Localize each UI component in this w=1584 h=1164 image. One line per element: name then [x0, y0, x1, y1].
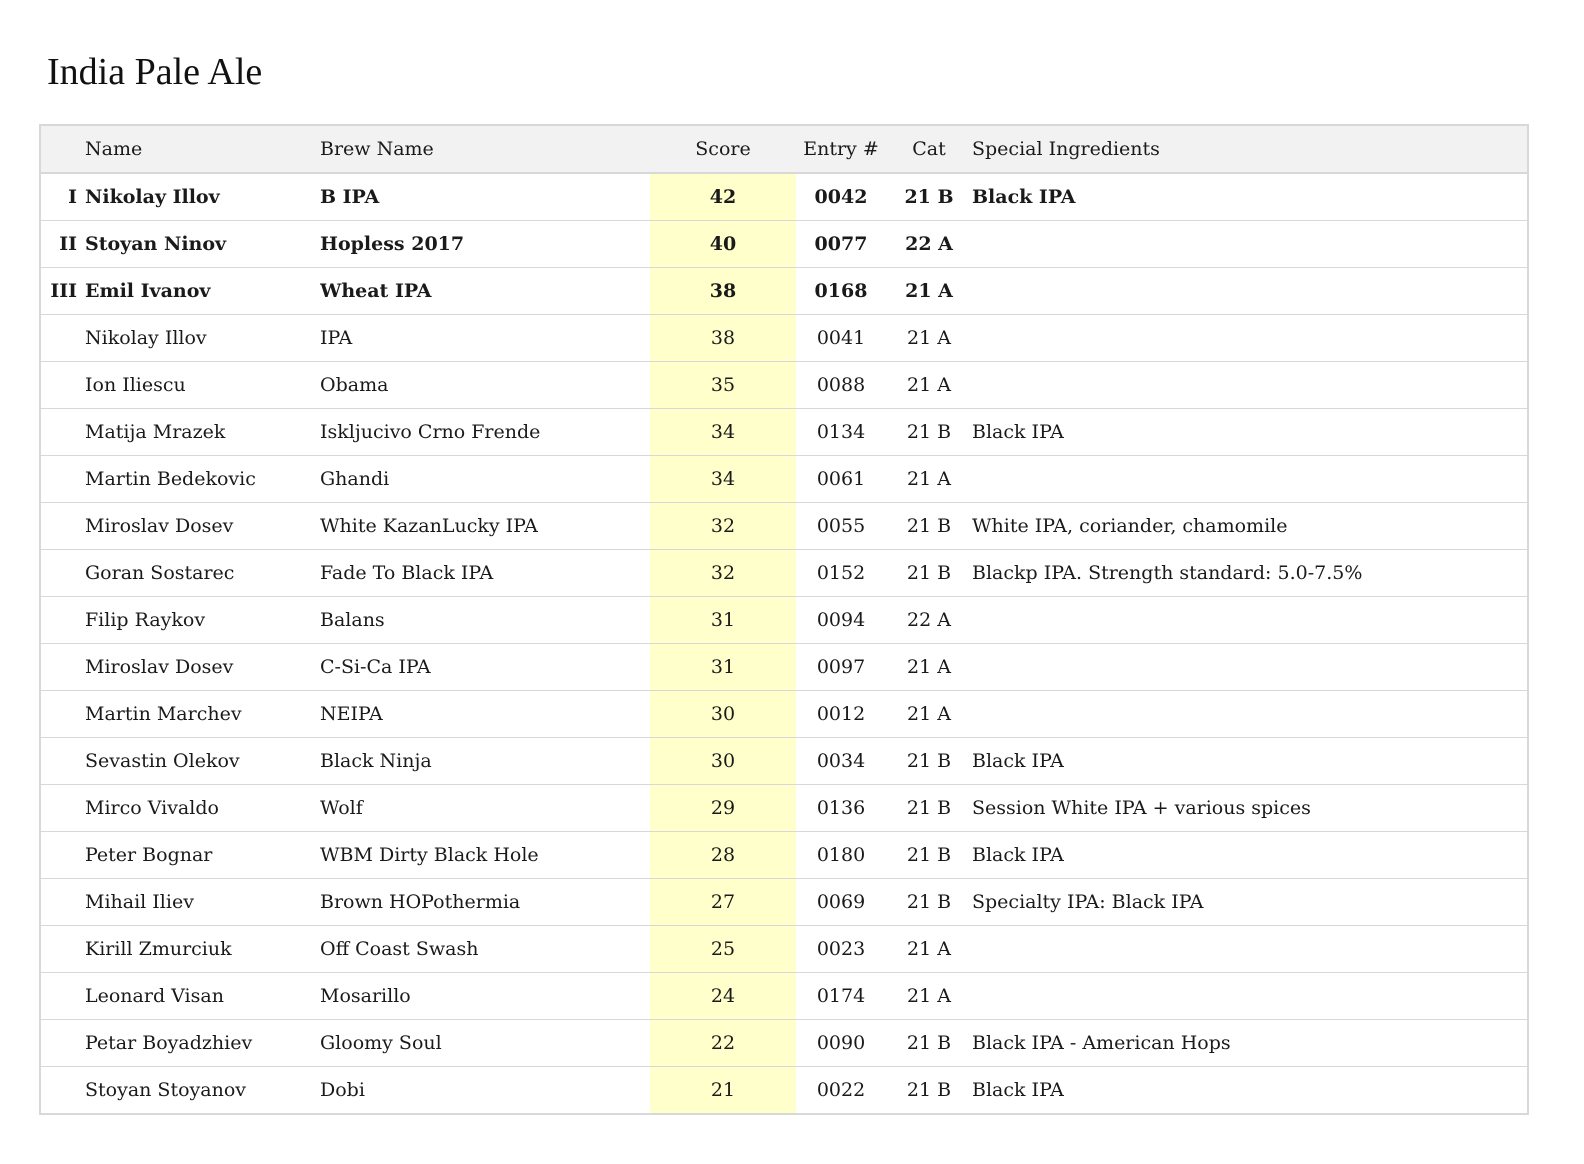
special-ingredients-cell — [972, 644, 1528, 691]
entry-number-cell: 0152 — [796, 550, 886, 597]
table-row — [40, 597, 1528, 644]
place-cell — [40, 1020, 85, 1067]
special-ingredients-cell: Black IPA — [972, 832, 1528, 879]
header-name: Name — [85, 125, 320, 173]
entry-number-cell: 0022 — [816, 1079, 866, 1101]
place-cell — [40, 362, 85, 409]
special-ingredients-cell — [972, 691, 1528, 738]
special-ingredients-cell — [972, 268, 1528, 315]
score-cell: 42 — [650, 173, 796, 221]
place-cell — [40, 644, 85, 691]
name-cell: Goran Sostarec — [85, 550, 320, 597]
name-cell: Martin Marchev — [85, 691, 320, 738]
score-cell: 34 — [650, 456, 796, 503]
entry-number-cell: 0094 — [796, 597, 886, 644]
category-cell: 21 B — [886, 832, 972, 879]
table-row — [40, 315, 1528, 362]
special-ingredients-cell: Session White IPA + various spices — [972, 785, 1528, 832]
place-cell — [40, 1067, 85, 1115]
score-cell: 32 — [650, 503, 796, 550]
place-cell — [40, 973, 85, 1020]
special-ingredients-cell: Black IPA - American Hops — [972, 1020, 1528, 1067]
table-row — [40, 738, 1528, 785]
entry-number-cell: 0042 — [796, 173, 886, 221]
entry-number-cell: 0088 — [796, 362, 886, 409]
category-cell: 21 A — [886, 362, 972, 409]
brew-name-cell: White KazanLucky IPA — [320, 503, 650, 550]
place-cell: I — [40, 173, 85, 221]
brew-name-cell: Obama — [320, 362, 650, 409]
place-cell — [40, 503, 85, 550]
entry-number-cell: 0077 — [796, 221, 886, 268]
category-cell: 21 B — [886, 879, 972, 926]
category-cell: 21 A — [886, 268, 972, 315]
special-ingredients-cell — [972, 362, 1528, 409]
special-ingredients-cell — [972, 926, 1528, 973]
table-row — [40, 644, 1528, 691]
table-row — [40, 362, 1528, 409]
table-row — [40, 550, 1528, 597]
score-cell: 28 — [650, 832, 796, 879]
category-cell: 21 A — [886, 315, 972, 362]
brew-name-cell: Brown HOPothermia — [320, 879, 650, 926]
name-cell: Miroslav Dosev — [85, 644, 320, 691]
place-cell: III — [40, 268, 85, 315]
brew-name-cell: Black Ninja — [320, 738, 650, 785]
brew-name-cell: Balans — [320, 597, 650, 644]
score-cell: 30 — [650, 691, 796, 738]
category-cell: 21 A — [886, 691, 972, 738]
table-row — [40, 173, 1528, 221]
category-cell: 21 B — [886, 550, 972, 597]
score-cell: 40 — [650, 221, 796, 268]
entry-number-cell: 0136 — [796, 785, 886, 832]
brew-name-cell: Mosarillo — [320, 973, 650, 1020]
score-cell: 29 — [650, 785, 796, 832]
score-cell: 38 — [650, 315, 796, 362]
special-ingredients-cell: Black IPA — [972, 1079, 1064, 1101]
special-ingredients-cell: Black IPA — [972, 173, 1528, 221]
category-cell: 21 A — [886, 973, 972, 1020]
name-cell: Peter Bognar — [85, 832, 320, 879]
place-cell — [40, 456, 85, 503]
category-cell: 22 A — [886, 597, 972, 644]
brew-name-cell: Wolf — [320, 785, 650, 832]
entry-number-cell: 0041 — [796, 315, 886, 362]
special-ingredients-cell — [972, 221, 1528, 268]
category-cell: 21 B — [886, 738, 972, 785]
results-table — [39, 124, 1529, 1115]
name-cell: Leonard Visan — [85, 973, 320, 1020]
name-cell: Mihail Iliev — [85, 879, 320, 926]
header-place — [40, 125, 85, 173]
place-cell — [40, 832, 85, 879]
score-cell: 38 — [650, 268, 796, 315]
name-cell: Stoyan Ninov — [85, 221, 320, 268]
brew-name-cell: C-Si-Ca IPA — [320, 644, 650, 691]
page-title: India Pale Ale — [47, 51, 263, 93]
place-cell — [40, 879, 85, 926]
entry-number-cell: 0012 — [796, 691, 886, 738]
table-row — [40, 503, 1528, 550]
special-ingredients-cell — [972, 973, 1528, 1020]
name-cell: Miroslav Dosev — [85, 503, 320, 550]
name-cell: Petar Boyadzhiev — [85, 1020, 320, 1067]
place-cell — [40, 409, 85, 456]
entry-number-cell: 0055 — [796, 503, 886, 550]
table-body — [40, 173, 1528, 1114]
special-ingredients-cell: White IPA, coriander, chamomile — [972, 503, 1528, 550]
brew-name-cell: IPA — [320, 315, 650, 362]
table-row — [40, 879, 1528, 926]
score-cell: 24 — [650, 973, 796, 1020]
table-row — [40, 973, 1528, 1020]
score-cell: 21 — [650, 1067, 796, 1115]
table-row — [40, 1020, 1528, 1067]
special-ingredients-cell: Blackp IPA. Strength standard: 5.0-7.5% — [972, 550, 1528, 597]
special-ingredients-cell — [972, 597, 1528, 644]
brew-name-cell: Fade To Black IPA — [320, 550, 650, 597]
brew-name-cell: Wheat IPA — [320, 268, 650, 315]
place-cell — [40, 691, 85, 738]
entry-number-cell: 0174 — [796, 973, 886, 1020]
category-cell: 21 A — [886, 926, 972, 973]
special-ingredients-cell: Black IPA — [972, 738, 1528, 785]
place-cell — [40, 926, 85, 973]
entry-number-cell: 0023 — [796, 926, 886, 973]
category-cell: 21 A — [886, 644, 972, 691]
name-cell: Martin Bedekovic — [85, 456, 320, 503]
table-row — [40, 832, 1528, 879]
table-row — [40, 926, 1528, 973]
score-cell: 35 — [650, 362, 796, 409]
category-cell: 21 B — [886, 503, 972, 550]
name-cell: Nikolay Illov — [85, 315, 320, 362]
name-cell: Filip Raykov — [85, 597, 320, 644]
score-cell: 27 — [650, 879, 796, 926]
entry-number-cell: 0134 — [796, 409, 886, 456]
name-cell: Mirco Vivaldo — [85, 785, 320, 832]
special-ingredients-cell — [972, 315, 1528, 362]
name-cell: Kirill Zmurciuk — [85, 926, 320, 973]
table-row — [40, 691, 1528, 738]
table-row — [40, 221, 1528, 268]
brew-name-cell: Hopless 2017 — [320, 221, 650, 268]
category-cell: 22 A — [886, 221, 972, 268]
score-cell: 34 — [650, 409, 796, 456]
place-cell — [40, 550, 85, 597]
entry-number-cell: 0069 — [796, 879, 886, 926]
header-brew-name: Brew Name — [320, 125, 650, 173]
brew-name-cell: WBM Dirty Black Hole — [320, 832, 650, 879]
entry-number-cell: 0034 — [796, 738, 886, 785]
entry-number-cell: 0168 — [796, 268, 886, 315]
table-row — [40, 409, 1528, 456]
brew-name-cell: Ghandi — [320, 456, 650, 503]
table-row — [40, 1067, 1528, 1115]
brew-name-cell: Off Coast Swash — [320, 926, 650, 973]
place-cell: II — [40, 221, 85, 268]
header-cat: Cat — [886, 125, 972, 173]
category-cell: 21 B — [886, 1020, 972, 1067]
entry-number-cell: 0090 — [796, 1020, 886, 1067]
category-cell: 21 A — [886, 456, 972, 503]
brew-name-cell: Dobi — [320, 1079, 365, 1101]
entry-number-cell: 0097 — [796, 644, 886, 691]
place-cell — [40, 597, 85, 644]
category-cell: 21 B — [886, 785, 972, 832]
score-cell: 31 — [650, 644, 796, 691]
place-cell — [40, 315, 85, 362]
special-ingredients-cell: Black IPA — [972, 409, 1528, 456]
table-row — [40, 456, 1528, 503]
score-cell: 32 — [650, 550, 796, 597]
table-row — [40, 785, 1528, 832]
category-cell: 21 B — [886, 173, 972, 221]
special-ingredients-cell: Specialty IPA: Black IPA — [972, 879, 1528, 926]
entry-number-cell: 0180 — [796, 832, 886, 879]
place-cell — [40, 738, 85, 785]
category-cell: 21 B — [886, 409, 972, 456]
header-special-ingredients: Special Ingredients — [972, 125, 1528, 173]
name-cell: Matija Mrazek — [85, 409, 320, 456]
name-cell: Emil Ivanov — [85, 268, 320, 315]
name-cell: Sevastin Olekov — [85, 738, 320, 785]
table-header-row — [40, 125, 1528, 173]
header-entry: Entry # — [796, 125, 886, 173]
score-cell: 22 — [650, 1020, 796, 1067]
special-ingredients-cell — [972, 456, 1528, 503]
name-cell: Ion Iliescu — [85, 362, 320, 409]
table-row — [40, 268, 1528, 315]
category-cell: 21 B — [906, 1079, 952, 1101]
header-score: Score — [650, 125, 796, 173]
brew-name-cell: Iskljucivo Crno Frende — [320, 409, 650, 456]
brew-name-cell: B IPA — [320, 173, 650, 221]
score-cell: 31 — [650, 597, 796, 644]
brew-name-cell: Gloomy Soul — [320, 1020, 650, 1067]
entry-number-cell: 0061 — [796, 456, 886, 503]
brew-name-cell: NEIPA — [320, 691, 650, 738]
score-cell: 25 — [650, 926, 796, 973]
place-cell — [40, 785, 85, 832]
name-cell: Nikolay Illov — [85, 173, 320, 221]
name-cell: Stoyan Stoyanov — [85, 1079, 246, 1101]
score-cell: 30 — [650, 738, 796, 785]
